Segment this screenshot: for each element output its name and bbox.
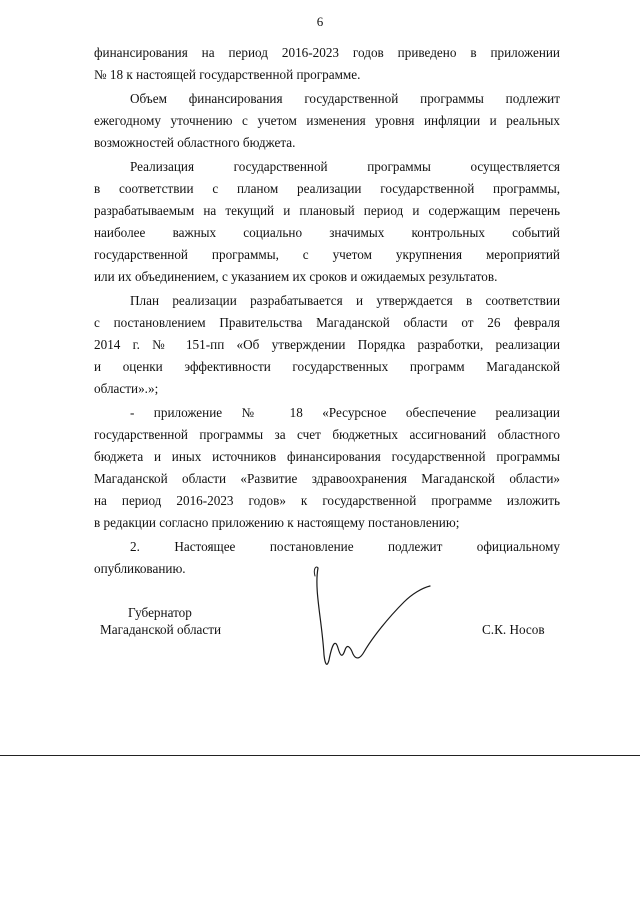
text-line: - приложение № 18 «Ресурсное обеспечение реализации xyxy=(130,405,560,420)
text-line: Магаданской области «Развитие здравоохранения Магаданской области» xyxy=(94,471,560,486)
page-number: 6 xyxy=(316,14,324,29)
text-line: с постановлением Правительства Магаданской области от 26 февраля xyxy=(94,315,560,330)
text-line: возможностей областного бюджета. xyxy=(94,135,296,150)
text-line: области».»; xyxy=(94,381,159,396)
text-line: разрабатываемым на текущий и плановый период и содержащим перечень xyxy=(94,203,560,218)
text-line: на период 2016-2023 годов» к государственной программе изложить xyxy=(94,493,560,508)
handwritten-signature xyxy=(300,560,440,675)
text-line: № 18 к настоящей государственной программе. xyxy=(94,67,361,82)
text-line: ежегодному уточнению с учетом изменения уровня инфляции и реальных xyxy=(94,113,560,128)
text-line: наиболее важных социально значимых контрольных событий xyxy=(94,225,560,240)
text-line: государственной программы, с учетом укрупнения мероприятий xyxy=(94,247,560,262)
signer-title-line1: Губернатор xyxy=(128,605,192,620)
signer-title-line2: Магаданской области xyxy=(100,622,222,637)
text-line: или их объединением, с указанием их сроков и ожидаемых результатов. xyxy=(94,269,498,284)
text-line: опубликованию. xyxy=(94,561,186,576)
bottom-rule xyxy=(0,755,640,756)
signer-name: С.К. Носов xyxy=(482,622,545,637)
text-line: 2014 г. № 151-пп «Об утверждении Порядка разработки, реализации xyxy=(94,337,560,352)
text-line: и оценки эффективности государственных программ Магаданской xyxy=(94,359,560,374)
text-line: в редакции согласно приложению к настоящему постановлению; xyxy=(94,515,460,530)
text-line: Объем финансирования государственной программы подлежит xyxy=(130,91,560,106)
text-line: финансирования на период 2016-2023 годов приведено в приложении xyxy=(94,45,560,60)
text-line: государственной программы за счет бюджетных ассигнований областного xyxy=(94,427,560,442)
text-line: 2. Настоящее постановление подлежит официальному xyxy=(130,539,560,554)
text-line: бюджета и иных источников финансирования государственной программы xyxy=(94,449,560,464)
text-line: в соответствии с планом реализации государственной программы, xyxy=(94,181,560,196)
text-line: Реализация государственной программы осуществляется xyxy=(130,159,560,174)
text-line: План реализации разрабатывается и утверждается в соответствии xyxy=(130,293,560,308)
